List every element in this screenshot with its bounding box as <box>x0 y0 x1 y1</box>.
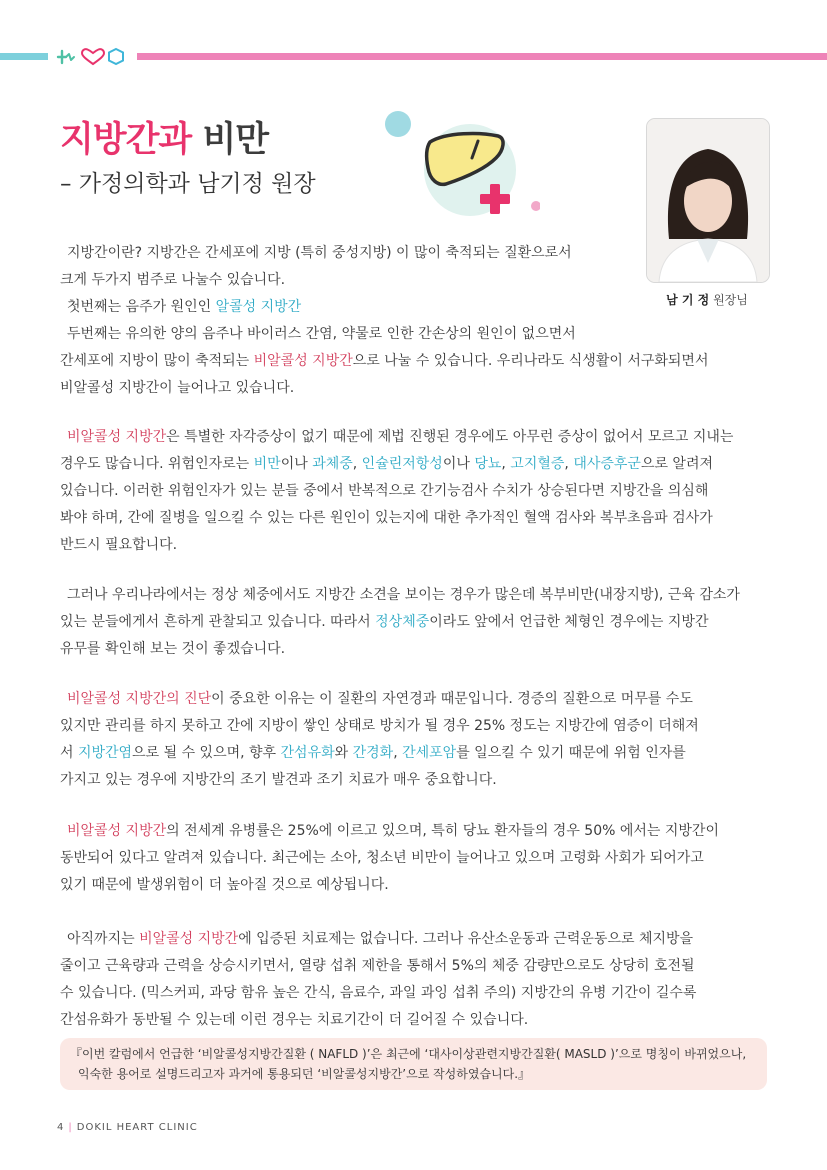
editor-note-box <box>60 1038 767 1090</box>
p1-line-4: 두번째는 유의한 양의 음주나 바이러스 간염, 약물로 인한 간손상의 원인이 없으면서 <box>67 326 576 342</box>
p2-line-4: 봐야 하며, 간에 질병을 일으킬 수 있는 다른 원인이 있는지에 대한 추가적인 혈액 검사와 복부초음파 검사가 <box>60 510 713 526</box>
keyword-hyperlipidemia: 고지혈증 <box>510 456 565 472</box>
top-decoration-bar <box>0 47 827 67</box>
p5-line-3: 있기 때문에 발생위험이 더 높아질 것으로 예상됩니다. <box>60 877 389 893</box>
keyword-nafld-diagnosis: 비알콜성 지방간의 진단 <box>67 691 212 707</box>
keyword-insulin-resistance: 인슐린저항성 <box>361 456 443 472</box>
keyword-cirrhosis: 간경화 <box>352 745 394 761</box>
p3-line-3: 유무를 확인해 보는 것이 좋겠습니다. <box>60 641 286 657</box>
keyword-nafld: 비알콜성 지방간 <box>139 931 239 947</box>
paragraph-2 <box>60 424 733 559</box>
top-icons <box>56 47 132 67</box>
top-bar-pink <box>137 53 827 60</box>
p2-line-3: 있습니다. 이러한 위험인자가 있는 분들 중에서 반복적으로 간기능검사 수치가 상승된다면 지방간을 의심해 <box>60 483 709 499</box>
p4-line-2: 있지만 관리를 하지 못하고 간에 지방이 쌓인 상태로 방치가 될 경우 25% 정도는 지방간에 염증이 더해져 <box>60 718 699 734</box>
page-subtitle: – 가정의학과 남기정 원장 <box>60 171 316 197</box>
title-highlight: 지방간과 <box>60 120 192 160</box>
p3-line-2: 있는 분들에게서 흔하게 관찰되고 있습니다. 따라서 정상체중이라도 앞에서 언급한 체형인 경우에는 지방간 <box>60 614 709 630</box>
p5-line-1: 비알콜성 지방간의 전세계 유병률은 25%에 이르고 있으며, 특히 당뇨 환자들의 경우 50% 에서는 지방간이 <box>67 823 719 839</box>
p2-line-1: 비알콜성 지방간은 특별한 자각증상이 없기 때문에 제법 진행된 경우에도 아무런 증상이 없어서 모르고 지내는 <box>67 429 734 445</box>
heart-icon <box>82 49 104 64</box>
p5-line-2: 동반되어 있다고 알려져 있습니다. 최근에는 소아, 청소년 비만이 늘어나고 있으며 고령화 사회가 되어가고 <box>60 850 704 866</box>
top-bar-cyan <box>0 53 48 60</box>
plus-icon <box>58 51 74 63</box>
p1-line-2: 크게 두가지 범주로 나눌수 있습니다. <box>60 272 286 288</box>
paragraph-3 <box>60 582 740 663</box>
page-title <box>60 112 268 162</box>
paragraph-6 <box>60 926 696 1034</box>
p4-line-1: 비알콜성 지방간의 진단이 중요한 이유는 이 질환의 자연경과 때문입니다. 경증의 질환으로 머무를 수도 <box>67 691 693 707</box>
page-footer <box>57 1122 198 1133</box>
keyword-nafld: 비알콜성 지방간 <box>253 353 353 369</box>
keyword-nafld: 비알콜성 지방간 <box>67 823 167 839</box>
keyword-overweight: 과체중 <box>312 456 353 472</box>
keyword-alcoholic-fatty-liver: 알콜성 지방간 <box>215 299 302 315</box>
paragraph-5 <box>60 818 719 899</box>
footer-brand: DOKIL HEART CLINIC <box>76 1122 198 1133</box>
keyword-diabetes: 당뇨 <box>474 456 502 472</box>
p4-line-4: 가지고 있는 경우에 지방간의 조기 발견과 조기 치료가 매우 중요합니다. <box>60 772 497 788</box>
hexagon-icon <box>109 49 123 64</box>
p6-line-3: 수 있습니다. (믹스커피, 과당 함유 높은 간식, 음료수, 과일 과잉 섭취 주의) 지방간의 유병 기간이 길수록 <box>60 985 697 1001</box>
p1-line-5: 간세포에 지방이 많이 축적되는 비알콜성 지방간으로 나눌 수 있습니다. 우리나라도 식생활이 서구화되면서 <box>60 353 709 369</box>
p6-line-4: 간섬유화가 동반될 수 있는데 이런 경우는 치료기간이 더 길어질 수 있습니다. <box>60 1012 529 1028</box>
p3-line-1: 그러나 우리나라에서는 정상 체중에서도 지방간 소견을 보이는 경우가 많은데 복부비만(내장지방), 근육 감소가 <box>67 587 740 603</box>
p6-line-1: 아직까지는 비알콜성 지방간에 입증된 치료제는 없습니다. 그러나 유산소운동과 근력운동으로 체지방을 <box>67 931 694 947</box>
paragraph-4 <box>60 686 699 794</box>
page-number: 4 <box>57 1122 65 1133</box>
p1-line-3: 첫번째는 음주가 원인인 알콜성 지방간 <box>67 299 302 315</box>
paragraph-1 <box>60 240 708 402</box>
note-line-2: 익숙한 용어로 설명드리고자 과거에 통용되던 ‘비알콜성지방간’으로 작성하였습니다.』 <box>78 1067 531 1081</box>
liver-illustration <box>380 108 540 218</box>
p2-line-2: 경우도 많습니다. 위험인자로는 비만이나 과체중, 인슐린저항성이나 당뇨, 고지혈증, 대사증후군으로 알려져 <box>60 456 714 472</box>
p2-line-5: 반드시 필요합니다. <box>60 537 178 553</box>
keyword-hcc: 간세포암 <box>402 745 457 761</box>
keyword-steatohepatitis: 지방간염 <box>77 745 133 761</box>
author-role: 원장님 <box>713 293 748 307</box>
author-name: 남 기 정 <box>666 293 710 307</box>
p4-line-3: 서 지방간염으로 될 수 있으며, 향후 간섬유화와 간경화, 간세포암를 일으킬 수 있기 때문에 위험 인자를 <box>60 745 686 761</box>
title-rest: 비만 <box>202 120 269 160</box>
p6-line-2: 줄이고 근육량과 근력을 상승시키면서, 열량 섭취 제한을 통해서 5%의 체중 감량만으로도 상당히 호전될 <box>60 958 695 974</box>
note-line-1: 『이번 칼럼에서 언급한 ‘비알콜성지방간질환 ( NAFLD )’은 최근에 ‘대사이상관련지방간질환( MASLD )’으로 명칭이 바뀌었으나, <box>70 1047 747 1061</box>
keyword-obesity: 비만 <box>253 456 281 472</box>
keyword-normal-weight: 정상체중 <box>375 614 430 630</box>
p1-line-6: 비알콜성 지방간이 늘어나고 있습니다. <box>60 380 295 396</box>
keyword-liver-fibrosis: 간섬유화 <box>280 745 335 761</box>
keyword-metabolic-syndrome: 대사증후군 <box>573 456 641 472</box>
p1-line-1: 지방간이란? 지방간은 간세포에 지방 (특히 중성지방) 이 많이 축적되는 질환으로서 <box>67 245 572 261</box>
keyword-nafld: 비알콜성 지방간 <box>67 429 167 445</box>
footer-separator: | <box>68 1122 73 1133</box>
